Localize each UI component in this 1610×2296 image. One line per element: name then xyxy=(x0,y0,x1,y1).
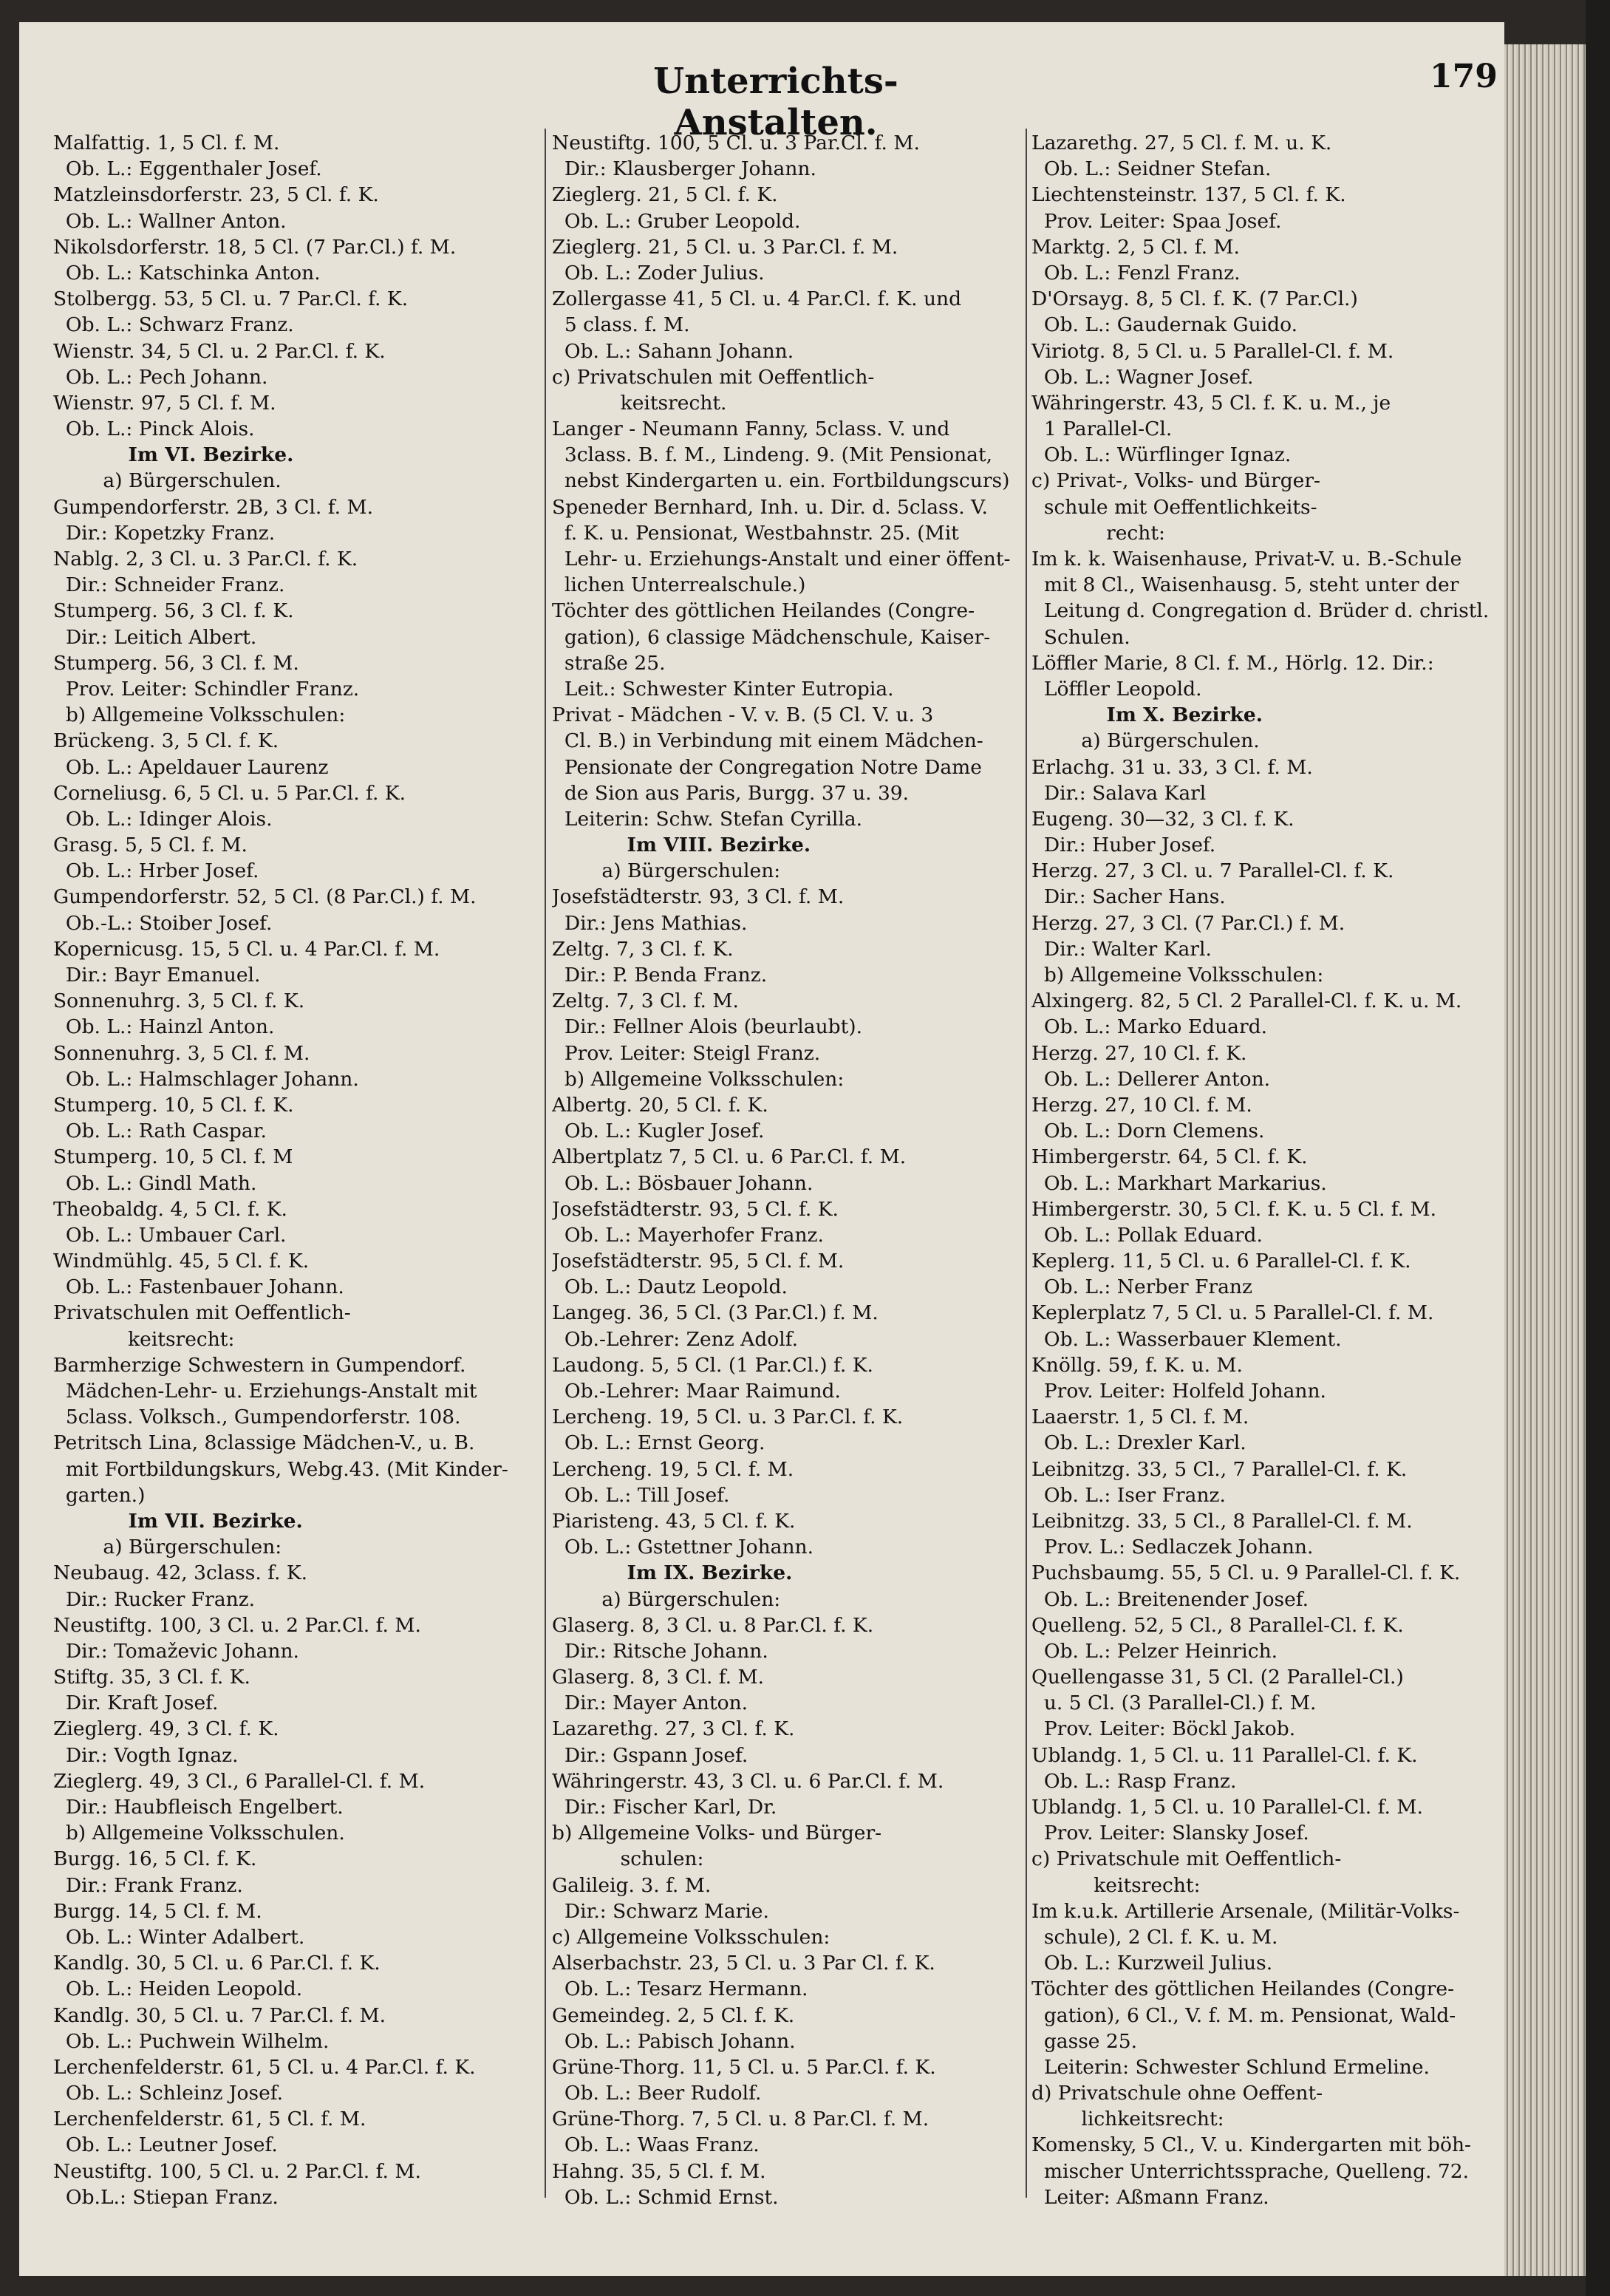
entry-line: Ob. L.: Rath Caspar. xyxy=(53,1120,267,1143)
entry-line: Schulen. xyxy=(1031,625,1130,649)
entry-line: Zieglerg. 49, 3 Cl., 6 Parallel-Cl. f. M. xyxy=(53,1769,426,1793)
entry-line: Dir.: Salava Karl xyxy=(1031,781,1207,805)
entry-line: 5class. Volksch., Gumpendorferstr. 108. xyxy=(53,1406,461,1429)
entry-line: 1 Parallel-Cl. xyxy=(1031,418,1173,441)
entry-line: Ob. L.: Beer Rudolf. xyxy=(552,2082,762,2105)
entry-line: Erlachg. 31 u. 33, 3 Cl. f. M. xyxy=(1031,755,1313,779)
entry-line: Puchsbaumg. 55, 5 Cl. u. 9 Parallel-Cl. f. K. xyxy=(1031,1561,1461,1585)
entry-line: Prov. Leiter: Slansky Josef. xyxy=(1031,1822,1309,1845)
entry-line: Wienstr. 34, 5 Cl. u. 2 Par.Cl. f. K. xyxy=(53,339,386,363)
entry-line: Herzg. 27, 3 Cl. (7 Par.Cl.) f. M. xyxy=(1031,911,1345,935)
entry-line: Ob. L.: Breitenender Josef. xyxy=(1031,1587,1309,1611)
entry-line: Prov. Leiter: Holfeld Johann. xyxy=(1031,1380,1326,1403)
entry-line: c) Allgemeine Volksschulen: xyxy=(552,1925,830,1949)
entry-line: mit Fortbildungskurs, Webg.43. (Mit Kinder- xyxy=(53,1457,508,1481)
book-shadow xyxy=(1586,0,1610,2296)
entry-line: Ob. L.: Drexler Karl. xyxy=(1031,1431,1246,1455)
entry-line: Alxingerg. 82, 5 Cl. 2 Parallel-Cl. f. K. u. M. xyxy=(1031,989,1462,1013)
entry-line: Leiter: Aßmann Franz. xyxy=(1031,2185,1269,2209)
entry-line: Dir.: Mayer Anton. xyxy=(552,1692,748,1715)
entry-line: Komensky, 5 Cl., V. u. Kindergarten mit böh- xyxy=(1031,2133,1471,2157)
entry-line: Dir.: Leitich Albert. xyxy=(53,625,257,649)
entry-line: Ob. L.: Iser Franz. xyxy=(1031,1483,1226,1507)
entry-line: Lazarethg. 27, 5 Cl. f. M. u. K. xyxy=(1031,132,1332,154)
entry-line: Ob. L.: Heiden Leopold. xyxy=(53,1978,303,2001)
entry-line: Nablg. 2, 3 Cl. u. 3 Par.Cl. f. K. xyxy=(53,548,358,570)
entry-line: Dir.: Walter Karl. xyxy=(1031,937,1212,961)
entry-line: Dir.: Kopetzky Franz. xyxy=(53,521,276,545)
entry-line: Josefstädterstr. 93, 3 Cl. f. M. xyxy=(552,885,845,909)
entry-line: Ob. L.: Leutner Josef. xyxy=(53,2133,278,2157)
entry-line: Stolbergg. 53, 5 Cl. u. 7 Par.Cl. f. K. xyxy=(53,287,409,311)
entry-line: a) Bürgerschulen: xyxy=(552,859,781,883)
entry-line: Petritsch Lina, 8classige Mädchen-V., u. B. xyxy=(53,1431,475,1455)
entry-line: Ob. L.: Sahann Johann. xyxy=(552,339,794,363)
entry-line: Zieglerg. 49, 3 Cl. f. K. xyxy=(53,1717,279,1741)
entry-line: b) Allgemeine Volksschulen: xyxy=(552,1067,845,1091)
entry-line: Ob.-L.: Stoiber Josef. xyxy=(53,911,273,935)
entry-line: Ob. L.: Apeldauer Laurenz xyxy=(53,755,329,779)
entry-line: Piaristeng. 43, 5 Cl. f. K. xyxy=(552,1509,796,1533)
entry-line: Dir.: Vogth Ignaz. xyxy=(53,1743,239,1767)
district-heading: Im X. Bezirke. xyxy=(1031,704,1263,727)
entry-line: Josefstädterstr. 93, 5 Cl. f. K. xyxy=(552,1197,839,1221)
entry-line: Neustiftg. 100, 5 Cl. u. 3 Par.Cl. f. M. xyxy=(552,132,920,154)
entry-line: schule), 2 Cl. f. K. u. M. xyxy=(1031,1925,1278,1949)
entry-line: Dir.: Sacher Hans. xyxy=(1031,885,1226,909)
entry-line: Dir.: Ritsche Johann. xyxy=(552,1639,768,1663)
entry-line: Keplerg. 11, 5 Cl. u. 6 Parallel-Cl. f. K. xyxy=(1031,1250,1411,1273)
entry-line: Ob.-Lehrer: Zenz Adolf. xyxy=(552,1327,798,1351)
entry-line: Gumpendorferstr. 52, 5 Cl. (8 Par.Cl.) f. M. xyxy=(53,885,477,909)
entry-line: Ob. L.: Mayerhofer Franz. xyxy=(552,1223,824,1247)
entry-line: Malfattig. 1, 5 Cl. f. M. xyxy=(53,132,280,154)
entry-line: Mädchen-Lehr- u. Erziehungs-Anstalt mit xyxy=(53,1380,477,1403)
entry-line: c) Privatschule mit Oeffentlich- xyxy=(1031,1847,1342,1871)
entry-line: Dir.: Schwarz Marie. xyxy=(552,1899,769,1923)
entry-line: Galileig. 3. f. M. xyxy=(552,1873,712,1897)
entry-line: Stiftg. 35, 3 Cl. f. K. xyxy=(53,1666,250,1689)
entry-line: Herzg. 27, 10 Cl. f. K. xyxy=(1031,1041,1247,1065)
entry-line: Dir. Kraft Josef. xyxy=(53,1692,219,1715)
entry-line: Ob. L.: Umbauer Carl. xyxy=(53,1223,287,1247)
entry-line: Ob. L.: Idinger Alois. xyxy=(53,807,273,831)
entry-line: gasse 25. xyxy=(1031,2029,1138,2053)
entry-line: Nikolsdorferstr. 18, 5 Cl. (7 Par.Cl.) f. M. xyxy=(53,235,457,259)
entry-line: Ob. L.: Hainzl Anton. xyxy=(53,1015,275,1039)
entry-line: Währingerstr. 43, 3 Cl. u. 6 Par.Cl. f. M. xyxy=(552,1769,944,1793)
entry-line: Laaerstr. 1, 5 Cl. f. M. xyxy=(1031,1406,1249,1429)
entry-line: Herzg. 27, 3 Cl. u. 7 Parallel-Cl. f. K. xyxy=(1031,859,1394,883)
entry-line: Stumperg. 56, 3 Cl. f. M. xyxy=(53,651,299,675)
entry-line: Barmherzige Schwestern in Gumpendorf. xyxy=(53,1353,466,1377)
entry-line: Ob. L.: Pollak Eduard. xyxy=(1031,1223,1263,1247)
entry-line: Hahng. 35, 5 Cl. f. M. xyxy=(552,2159,766,2183)
district-heading: Im VII. Bezirke. xyxy=(53,1509,303,1533)
entry-line: Quellengasse 31, 5 Cl. (2 Parallel-Cl.) xyxy=(1031,1666,1404,1689)
entry-line: Ob. L.: Ernst Georg. xyxy=(552,1431,765,1455)
entry-line: Privatschulen mit Oeffentlich- xyxy=(53,1301,351,1325)
entry-line: Ob. L.: Gaudernak Guido. xyxy=(1031,313,1298,337)
entry-line: Löffler Leopold. xyxy=(1031,677,1202,701)
entry-line: b) Allgemeine Volksschulen: xyxy=(53,704,346,727)
entry-line: Lazarethg. 27, 3 Cl. f. K. xyxy=(552,1717,795,1741)
entry-line: c) Privatschulen mit Oeffentlich- xyxy=(552,365,875,389)
entry-line: Lerchenfelderstr. 61, 5 Cl. u. 4 Par.Cl. f. K. xyxy=(53,2055,476,2079)
entry-line: Kopernicusg. 15, 5 Cl. u. 4 Par.Cl. f. M. xyxy=(53,937,440,961)
entry-line: Theobaldg. 4, 5 Cl. f. K. xyxy=(53,1197,287,1221)
district-heading: Im VI. Bezirke. xyxy=(53,443,294,467)
entry-line: Im k.u.k. Artillerie Arsenale, (Militär-Volks- xyxy=(1031,1899,1460,1923)
entry-line: Albertplatz 7, 5 Cl. u. 6 Par.Cl. f. M. xyxy=(552,1145,907,1169)
entry-line: Neustiftg. 100, 3 Cl. u. 2 Par.Cl. f. M. xyxy=(53,1613,421,1637)
entry-line: Neubaug. 42, 3class. f. K. xyxy=(53,1561,308,1585)
entry-line: Prov. Leiter: Schindler Franz. xyxy=(53,677,360,701)
entry-line: Dir.: Rucker Franz. xyxy=(53,1587,256,1611)
entry-line: Im k. k. Waisenhause, Privat-V. u. B.-Schule xyxy=(1031,548,1462,570)
entry-line: Ob. L.: Zoder Julius. xyxy=(552,261,765,285)
page-title: Unterrichts-Anstalten. xyxy=(653,61,898,143)
entry-line: a) Bürgerschulen: xyxy=(552,1587,781,1611)
entry-line: Langeg. 36, 5 Cl. (3 Par.Cl.) f. M. xyxy=(552,1301,879,1325)
entry-line: Prov. L.: Sedlaczek Johann. xyxy=(1031,1536,1314,1559)
entry-line: Ob.L.: Stiepan Franz. xyxy=(53,2185,279,2209)
entry-line: Dir.: P. Benda Franz. xyxy=(552,964,768,987)
entry-line: Dir.: Gspann Josef. xyxy=(552,1743,748,1767)
entry-line: lichkeitsrecht: xyxy=(1031,2108,1224,2131)
entry-line: Grüne-Thorg. 7, 5 Cl. u. 8 Par.Cl. f. M. xyxy=(552,2108,929,2131)
page-edges xyxy=(1504,44,1586,2276)
entry-line: straße 25. xyxy=(552,651,666,675)
entry-line: Ob. L.: Fenzl Franz. xyxy=(1031,261,1241,285)
entry-line: Ob. L.: Kurzweil Julius. xyxy=(1031,1952,1273,1975)
entry-line: Ob. L.: Schwarz Franz. xyxy=(53,313,294,337)
entry-line: Ob. L.: Würflinger Ignaz. xyxy=(1031,443,1292,467)
entry-line: Leit.: Schwester Kinter Eutropia. xyxy=(552,677,894,701)
entry-line: schule mit Oeffentlichkeits- xyxy=(1031,495,1317,519)
entry-line: Ob. L.: Puchwein Wilhelm. xyxy=(53,2029,330,2053)
entry-line: f. K. u. Pensionat, Westbahnstr. 25. (Mit xyxy=(552,521,959,545)
entry-line: Keplerplatz 7, 5 Cl. u. 5 Parallel-Cl. f. M. xyxy=(1031,1301,1434,1325)
entry-line: Dir.: Fellner Alois (beurlaubt). xyxy=(552,1015,863,1039)
entry-line: Dir.: Bayr Emanuel. xyxy=(53,964,261,987)
entry-line: Prov. Leiter: Steigl Franz. xyxy=(552,1041,821,1065)
entry-line: Töchter des göttlichen Heilandes (Congre- xyxy=(1031,1978,1455,2001)
entry-line: Himbergerstr. 64, 5 Cl. f. K. xyxy=(1031,1145,1308,1169)
entry-line: Ob. L.: Marko Eduard. xyxy=(1031,1015,1268,1039)
entry-line: Ob. L.: Rasp Franz. xyxy=(1031,1769,1237,1793)
column-rule-1 xyxy=(545,129,546,2198)
entry-line: Alserbachstr. 23, 5 Cl. u. 3 Par Cl. f. K. xyxy=(552,1952,935,1975)
entry-line: b) Allgemeine Volks- und Bürger- xyxy=(552,1822,882,1845)
entry-line: gation), 6 classige Mädchenschule, Kaiser- xyxy=(552,625,991,649)
entry-line: Ob. L.: Waas Franz. xyxy=(552,2133,760,2157)
entry-line: Stumperg. 56, 3 Cl. f. K. xyxy=(53,599,294,623)
entry-line: Himbergerstr. 30, 5 Cl. f. K. u. 5 Cl. f. M. xyxy=(1031,1197,1437,1221)
entry-line: Lerchenfelderstr. 61, 5 Cl. f. M. xyxy=(53,2108,366,2131)
entry-line: Privat - Mädchen - V. v. B. (5 Cl. V. u. 3 xyxy=(552,704,934,727)
entry-line: Ublandg. 1, 5 Cl. u. 10 Parallel-Cl. f. M. xyxy=(1031,1796,1423,1819)
entry-line: Brückeng. 3, 5 Cl. f. K. xyxy=(53,729,279,753)
entry-line: Ob. L.: Wallner Anton. xyxy=(53,209,287,233)
district-heading: Im VIII. Bezirke. xyxy=(552,834,811,857)
entry-line: c) Privat-, Volks- und Bürger- xyxy=(1031,469,1320,493)
entry-line: Währingerstr. 43, 5 Cl. f. K. u. M., je xyxy=(1031,391,1391,415)
entry-line: Ob. L.: Schmid Ernst. xyxy=(552,2185,779,2209)
entry-line: Wienstr. 97, 5 Cl. f. M. xyxy=(53,391,276,415)
entry-line: Zeltg. 7, 3 Cl. f. K. xyxy=(552,937,734,961)
entry-line: Ublandg. 1, 5 Cl. u. 11 Parallel-Cl. f. K. xyxy=(1031,1743,1418,1767)
entry-line: Ob. L.: Dorn Clemens. xyxy=(1031,1120,1265,1143)
entry-line: Ob. L.: Pelzer Heinrich. xyxy=(1031,1639,1278,1663)
entry-line: Viriotg. 8, 5 Cl. u. 5 Parallel-Cl. f. M. xyxy=(1031,339,1394,363)
entry-line: garten.) xyxy=(53,1483,146,1507)
entry-line: lichen Unterrealschule.) xyxy=(552,573,806,597)
entry-line: Josefstädterstr. 95, 5 Cl. f. M. xyxy=(552,1250,845,1273)
entry-line: keitsrecht: xyxy=(1031,1873,1201,1897)
entry-line: Zollergasse 41, 5 Cl. u. 4 Par.Cl. f. K. und xyxy=(552,287,962,311)
entry-line: Knöllg. 59, f. K. u. M. xyxy=(1031,1353,1243,1377)
entry-line: de Sion aus Paris, Burgg. 37 u. 39. xyxy=(552,781,910,805)
entry-line: Leitung d. Congregation d. Brüder d. christl. xyxy=(1031,599,1490,623)
entry-line: Ob. L.: Eggenthaler Josef. xyxy=(53,157,322,181)
entry-line: Lehr- u. Erziehungs-Anstalt und einer öffent- xyxy=(552,548,1011,570)
entry-line: Leiterin: Schw. Stefan Cyrilla. xyxy=(552,807,863,831)
entry-line: a) Bürgerschulen: xyxy=(53,1536,282,1559)
entry-line: Ob. L.: Pabisch Johann. xyxy=(552,2029,796,2053)
entry-line: Ob. L.: Nerber Franz xyxy=(1031,1275,1252,1299)
entry-line: Töchter des göttlichen Heilandes (Congre- xyxy=(552,599,975,623)
entry-line: Liechtensteinstr. 137, 5 Cl. f. K. xyxy=(1031,183,1346,207)
entry-line: Ob. L.: Pinck Alois. xyxy=(53,418,255,441)
entry-line: Neustiftg. 100, 5 Cl. u. 2 Par.Cl. f. M. xyxy=(53,2159,421,2183)
entry-line: u. 5 Cl. (3 Parallel-Cl.) f. M. xyxy=(1031,1692,1317,1715)
entry-line: Ob. L.: Tesarz Hermann. xyxy=(552,1978,808,2001)
entry-line: Ob. L.: Schleinz Josef. xyxy=(53,2082,284,2105)
entry-line: Ob. L.: Dellerer Anton. xyxy=(1031,1067,1271,1091)
entry-line: Glaserg. 8, 3 Cl. f. M. xyxy=(552,1666,765,1689)
entry-line: Löffler Marie, 8 Cl. f. M., Hörlg. 12. Dir.: xyxy=(1031,651,1434,675)
entry-line: d) Privatschule ohne Oeffent- xyxy=(1031,2082,1323,2105)
entry-line: Ob.-Lehrer: Maar Raimund. xyxy=(552,1380,841,1403)
entry-line: Langer - Neumann Fanny, 5class. V. und xyxy=(552,418,950,441)
entry-line: 3class. B. f. M., Lindeng. 9. (Mit Pensionat, xyxy=(552,443,993,467)
entry-line: schulen: xyxy=(552,1847,704,1871)
entry-line: Ob. L.: Hrber Josef. xyxy=(53,859,259,883)
entry-line: Herzg. 27, 10 Cl. f. M. xyxy=(1031,1093,1252,1117)
entry-line: D'Orsayg. 8, 5 Cl. f. K. (7 Par.Cl.) xyxy=(1031,287,1358,311)
district-heading: Im IX. Bezirke. xyxy=(552,1561,793,1585)
entry-line: Zieglerg. 21, 5 Cl. f. K. xyxy=(552,183,778,207)
entry-line: Marktg. 2, 5 Cl. f. M. xyxy=(1031,235,1240,259)
entry-line: Ob. L.: Bösbauer Johann. xyxy=(552,1171,813,1195)
entry-line: Speneder Bernhard, Inh. u. Dir. d. 5class. V. xyxy=(552,495,988,519)
entry-line: Kandlg. 30, 5 Cl. u. 6 Par.Cl. f. K. xyxy=(53,1952,381,1975)
entry-line: Ob. L.: Katschinka Anton. xyxy=(53,261,321,285)
entry-line: Burgg. 16, 5 Cl. f. K. xyxy=(53,1847,257,1871)
entry-line: Stumperg. 10, 5 Cl. f. M xyxy=(53,1145,293,1169)
entry-line: 5 class. f. M. xyxy=(552,313,690,337)
entry-line: a) Bürgerschulen. xyxy=(53,469,282,493)
entry-line: keitsrecht. xyxy=(552,391,727,415)
entry-line: Eugeng. 30—32, 3 Cl. f. K. xyxy=(1031,807,1295,831)
entry-line: Dir.: Klausberger Johann. xyxy=(552,157,816,181)
entry-line: Ob. L.: Wagner Josef. xyxy=(1031,365,1254,389)
entry-line: Ob. L.: Winter Adalbert. xyxy=(53,1925,305,1949)
entry-line: Dir.: Fischer Karl, Dr. xyxy=(552,1796,777,1819)
entry-line: Ob. L.: Gruber Leopold. xyxy=(552,209,801,233)
entry-line: Albertg. 20, 5 Cl. f. K. xyxy=(552,1093,768,1117)
entry-line: Ob. L.: Fastenbauer Johann. xyxy=(53,1275,344,1299)
entry-line: Quelleng. 52, 5 Cl., 8 Parallel-Cl. f. K. xyxy=(1031,1613,1404,1637)
entry-line: b) Allgemeine Volksschulen: xyxy=(1031,964,1324,987)
entry-line: Zeltg. 7, 3 Cl. f. M. xyxy=(552,989,739,1013)
entry-line: Matzleinsdorferstr. 23, 5 Cl. f. K. xyxy=(53,183,379,207)
entry-line: Laudong. 5, 5 Cl. (1 Par.Cl.) f. K. xyxy=(552,1353,873,1377)
entry-line: Ob. L.: Kugler Josef. xyxy=(552,1120,765,1143)
entry-line: Ob. L.: Gstettner Johann. xyxy=(552,1536,813,1559)
entry-line: Ob. L.: Wasserbauer Klement. xyxy=(1031,1327,1342,1351)
entry-line: keitsrecht: xyxy=(53,1327,235,1351)
entry-line: Dir.: Frank Franz. xyxy=(53,1873,243,1897)
entry-line: Dir.: Huber Josef. xyxy=(1031,834,1216,857)
entry-line: Grüne-Thorg. 11, 5 Cl. u. 5 Par.Cl. f. K. xyxy=(552,2055,936,2079)
entry-line: Leibnitzg. 33, 5 Cl., 8 Parallel-Cl. f. M. xyxy=(1031,1509,1413,1533)
column-3 xyxy=(1031,130,1504,2210)
entry-line: Ob. L.: Gindl Math. xyxy=(53,1171,257,1195)
entry-line: b) Allgemeine Volksschulen. xyxy=(53,1822,345,1845)
entry-line: Prov. Leiter: Spaa Josef. xyxy=(1031,209,1282,233)
entry-line: Lercheng. 19, 5 Cl. u. 3 Par.Cl. f. K. xyxy=(552,1406,904,1429)
entry-line: Dir.: Jens Mathias. xyxy=(552,911,748,935)
entry-line: Sonnenuhrg. 3, 5 Cl. f. M. xyxy=(53,1041,310,1065)
entry-line: Lercheng. 19, 5 Cl. f. M. xyxy=(552,1457,794,1481)
entry-line: Stumperg. 10, 5 Cl. f. K. xyxy=(53,1093,294,1117)
entry-line: Dir.: Haubfleisch Engelbert. xyxy=(53,1796,344,1819)
entry-line: Dir.: Tomaževic Johann. xyxy=(53,1639,299,1663)
entry-line: Ob. L.: Seidner Stefan. xyxy=(1031,157,1272,181)
entry-line: Ob. L.: Pech Johann. xyxy=(53,365,268,389)
entry-line: Corneliusg. 6, 5 Cl. u. 5 Par.Cl. f. K. xyxy=(53,781,406,805)
entry-line: Windmühlg. 45, 5 Cl. f. K. xyxy=(53,1250,310,1273)
entry-line: Prov. Leiter: Böckl Jakob. xyxy=(1031,1717,1296,1741)
entry-line: mit 8 Cl., Waisenhausg. 5, steht unter der xyxy=(1031,573,1459,597)
entry-line: mischer Unterrichtssprache, Quelleng. 72. xyxy=(1031,2159,1470,2183)
entry-line: Cl. B.) in Verbindung mit einem Mädchen- xyxy=(552,729,983,753)
entry-line: Ob. L.: Dautz Leopold. xyxy=(552,1275,788,1299)
entry-line: Ob. L.: Halmschlager Johann. xyxy=(53,1067,359,1091)
entry-line: Grasg. 5, 5 Cl. f. M. xyxy=(53,834,248,857)
entry-line: Burgg. 14, 5 Cl. f. M. xyxy=(53,1899,262,1923)
entry-line: Ob. L.: Till Josef. xyxy=(552,1483,730,1507)
entry-line: Pensionate der Congregation Notre Dame xyxy=(552,755,982,779)
entry-line: Kandlg. 30, 5 Cl. u. 7 Par.Cl. f. M. xyxy=(53,2003,386,2027)
page-number: 179 xyxy=(1430,58,1498,95)
entry-line: Leiterin: Schwester Schlund Ermeline. xyxy=(1031,2055,1430,2079)
entry-line: nebst Kindergarten u. ein. Fortbildungscurs) xyxy=(552,469,1010,493)
entry-line: Leibnitzg. 33, 5 Cl., 7 Parallel-Cl. f. K. xyxy=(1031,1457,1408,1481)
entry-line: a) Bürgerschulen. xyxy=(1031,729,1260,753)
entry-line: Dir.: Schneider Franz. xyxy=(53,573,285,597)
entry-line: Sonnenuhrg. 3, 5 Cl. f. K. xyxy=(53,989,305,1013)
entry-line: Gumpendorferstr. 2B, 3 Cl. f. M. xyxy=(53,495,374,519)
column-2 xyxy=(552,130,1028,2210)
entry-line: Glaserg. 8, 3 Cl. u. 8 Par.Cl. f. K. xyxy=(552,1613,874,1637)
entry-line: Gemeindeg. 2, 5 Cl. f. K. xyxy=(552,2003,795,2027)
entry-line: recht: xyxy=(1031,521,1165,545)
entry-line: gation), 6 Cl., V. f. M. m. Pensionat, Wald- xyxy=(1031,2003,1456,2027)
entry-line: Ob. L.: Markhart Markarius. xyxy=(1031,1171,1327,1195)
column-1 xyxy=(53,130,530,2210)
entry-line: Zieglerg. 21, 5 Cl. u. 3 Par.Cl. f. M. xyxy=(552,235,898,259)
